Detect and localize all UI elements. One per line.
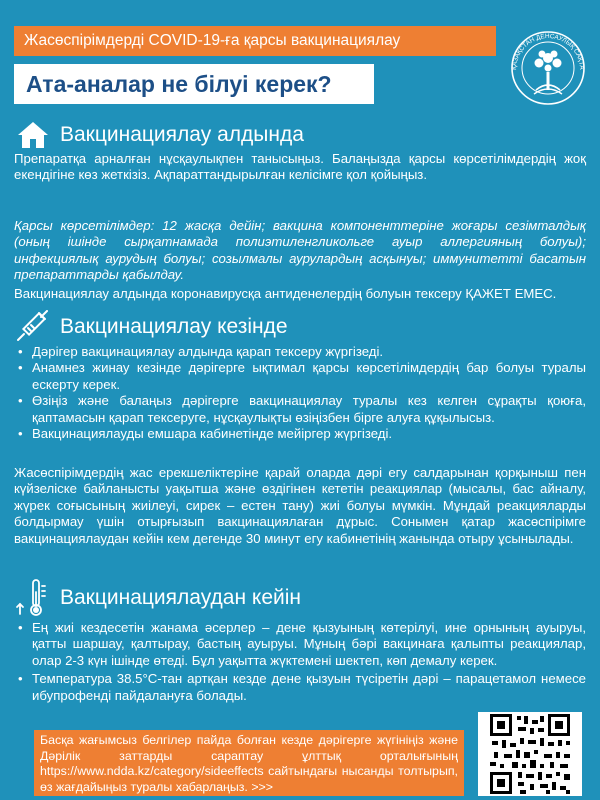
list-item: • Өзіңіз және балаңыз дәрігерге вакцинациялау туралы кез келген сұрақты қоюға, қаптамасын қарап тексеруге, нұсқаулықты өзіңізбен бірге алуға құқылысыз. — [14, 393, 586, 426]
after-list — [14, 620, 586, 704]
section-after-title: Вакцинациялаудан кейін — [60, 586, 301, 609]
during-note: Жасөспірімдердің жас ерекшеліктеріне қарай оларда дәрі егу салдарынан қорқыныш пен күйзеліске байланысты уақытша және өздігінен кететін реакциялар (мысалы, бас айналу, жүрек соғысының жиілеуі, сирек – естен тану) жиі болуы мүмкін. Мұндай реакцияларды болдырмау үшін отырғызып вакцинациялаған дұрыс. Сонымен қатар жасөспірімге вакцинациялаудан кейін кем дегенде 30 минут егу кабинетінің жанында отыру ұсынылады. — [14, 465, 586, 546]
list-item: • Дәрігер вакцинациялау алдында қарап тексеру жүргізеді. — [14, 344, 586, 360]
home-icon — [14, 118, 52, 152]
list-item: • Вакцинациялауды емшара кабинетінде мейіргер жүргізеді. — [14, 426, 586, 442]
qr-code[interactable] — [478, 712, 582, 796]
section-during-header — [14, 310, 288, 344]
ministry-logo — [508, 18, 588, 110]
logo-ring-text: ҚАЗАҚСТАН ДЕНСАУЛЫҚ САҚТА — [510, 32, 586, 71]
before-intro: Препаратқа арналған нұсқаулықпен танысыңыз. Балаңызда қарсы көрсетілімдердің жоқ екендігіне көз жеткізіз. Ақпараттандырылған келісімге қол қойыңыз. — [14, 151, 586, 183]
syringe-icon — [14, 310, 52, 344]
section-before-header — [14, 118, 304, 152]
thermometer-icon — [14, 578, 52, 618]
contraindications: Қарсы көрсетілімдер: 12 жасқа дейін; вакцина компоненттеріне жоғары сезімталдық (оның ішінде сырқатнамада полиэтиленгликольге ауыр аллергияның болуы); инфекциялық аурудың болуы; созылмалы аурулардың асқынуы; иммунитетті басатын препараттарды қабылдау. — [14, 218, 586, 283]
list-item: • Температура 38.5°С-тан артқан кезде дене қызуын түсіретін дәрі – парацетамол немесе ибупрофенді пайдалануға болады. — [14, 671, 586, 704]
header-banner: Жасөспірімдерді COVID-19-ға қарсы вакцинациялау — [14, 26, 496, 56]
page-title: Ата-аналар не білуі керек? — [14, 64, 374, 104]
side-effects-notice: Басқа жағымсыз белгілер пайда болған кезде дәрігерге жүгініңіз және Дәрілік заттарды сараптау ұлттық орталығының https://www.ndda.kz/category/sideeffects сайтындағы нысанды толтырып, өз жағдайыңыз туралы хабарлаңыз. >>> — [34, 730, 464, 796]
section-after-header — [14, 578, 301, 618]
list-item: • Анамнез жинау кезінде дәрігерге ықтимал қарсы көрсетілімдердің бар болуы туралы ескерту керек. — [14, 360, 586, 393]
during-list — [14, 344, 586, 442]
antibody-note: Вакцинациялау алдында коронавирусқа антиденелердің болуын тексеру ҚАЖЕТ ЕМЕС. — [14, 286, 557, 301]
list-item: • Ең жиі кездесетін жанама әсерлер – дене қызуының көтерілуі, ине орнының ауыруы, қатты шаршау, қалтырау, бастың ауыруы. Мұның бәрі вакцинаға қалыпты реакциялар, олар 2-3 күн ішінде өтеді. Бұл уақытта жүктемені шектеп, көп демалу керек. — [14, 620, 586, 669]
section-during-title: Вакцинациялау кезінде — [60, 315, 288, 338]
section-before-title: Вакцинациялау алдында — [60, 123, 304, 146]
